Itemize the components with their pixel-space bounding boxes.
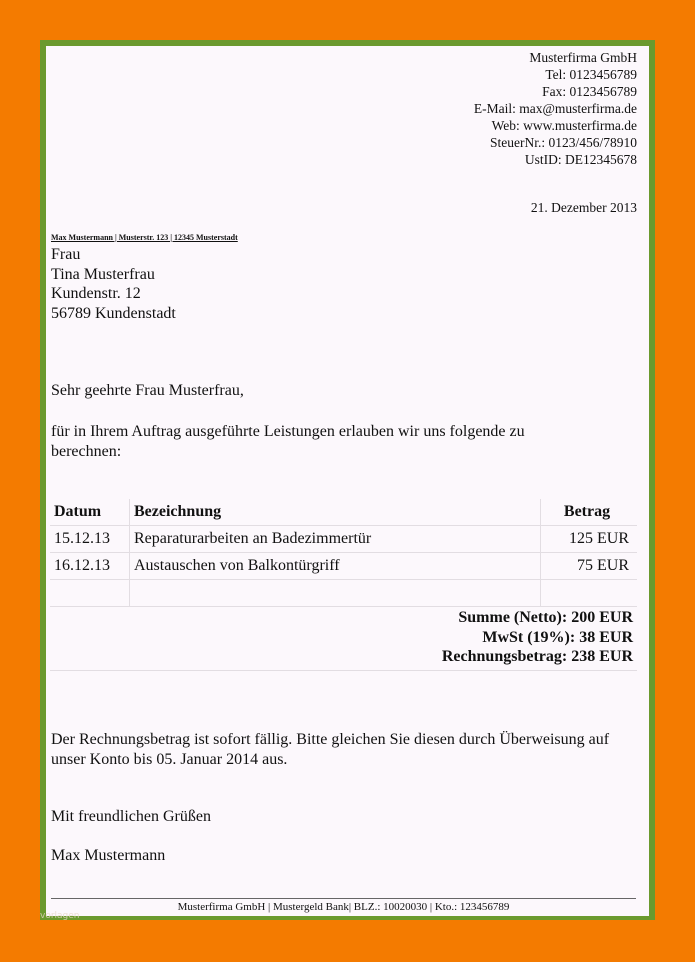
invoice-page bbox=[46, 46, 649, 916]
table-row bbox=[50, 526, 637, 553]
sender-web: Web: www.musterfirma.de bbox=[491, 118, 637, 133]
sender-fax: Fax: 0123456789 bbox=[542, 84, 637, 99]
return-address: Max Mustermann | Musterstr. 123 | 12345 Musterstadt bbox=[51, 233, 238, 242]
row-amount: 75 EUR bbox=[541, 553, 638, 580]
sender-email: E-Mail: max@musterfirma.de bbox=[473, 101, 637, 116]
recipient-title: Frau bbox=[51, 246, 81, 263]
total-net: Summe (Netto): 200 EUR bbox=[458, 609, 633, 626]
recipient-name: Tina Musterfrau bbox=[51, 265, 155, 283]
closing-greeting: Mit freundlichen Grüßen bbox=[51, 808, 211, 825]
signer-name: Max Mustermann bbox=[51, 847, 166, 864]
row-description: Austauschen von Balkontürgriff bbox=[130, 553, 541, 580]
table-header-row bbox=[50, 499, 637, 526]
sender-vat-id: UstID: DE12345678 bbox=[524, 152, 637, 167]
row-amount bbox=[541, 580, 638, 607]
header-date: Datum bbox=[50, 499, 130, 526]
row-description bbox=[130, 580, 541, 607]
payment-terms: Der Rechnungsbetrag ist sofort fällig. Bitte gleichen Sie diesen durch Überweisung auf unser Konto bis 05. Januar 2014 aus. bbox=[51, 731, 610, 768]
recipient-block bbox=[51, 245, 176, 323]
row-description: Reparaturarbeiten an Badezimmertür bbox=[130, 526, 541, 553]
total-vat: MwSt (19%): 38 EUR bbox=[482, 628, 633, 646]
sender-company: Musterfirma GmbH bbox=[529, 50, 637, 65]
totals-block bbox=[50, 608, 637, 671]
recipient-street: Kundenstr. 12 bbox=[51, 285, 141, 302]
salutation: Sehr geehrte Frau Musterfrau, bbox=[51, 382, 244, 399]
recipient-city: 56789 Kundenstadt bbox=[51, 304, 176, 322]
header-description: Bezeichnung bbox=[130, 499, 541, 526]
header-amount: Betrag bbox=[541, 499, 638, 526]
sender-tax-no: SteuerNr.: 0123/456/78910 bbox=[490, 135, 637, 150]
row-amount: 125 EUR bbox=[541, 526, 638, 553]
watermark: vorlagen bbox=[40, 911, 80, 921]
table-row bbox=[50, 553, 637, 580]
footer-bank-details: Musterfirma GmbH | Mustergeld Bank| BLZ.: 10020030 | Kto.: 123456789 bbox=[51, 898, 636, 913]
row-date bbox=[50, 580, 130, 607]
invoice-date: 21. Dezember 2013 bbox=[530, 200, 637, 215]
row-date: 15.12.13 bbox=[50, 526, 130, 553]
total-gross: Rechnungsbetrag: 238 EUR bbox=[441, 648, 633, 665]
sender-block bbox=[474, 49, 637, 168]
table-row bbox=[50, 580, 637, 607]
items-table bbox=[50, 499, 637, 607]
row-date: 16.12.13 bbox=[50, 553, 130, 580]
intro-text: für in Ihrem Auftrag ausgeführte Leistungen erlauben wir uns folgende zu berechnen: bbox=[51, 423, 525, 460]
sender-tel: Tel: 0123456789 bbox=[545, 67, 637, 82]
